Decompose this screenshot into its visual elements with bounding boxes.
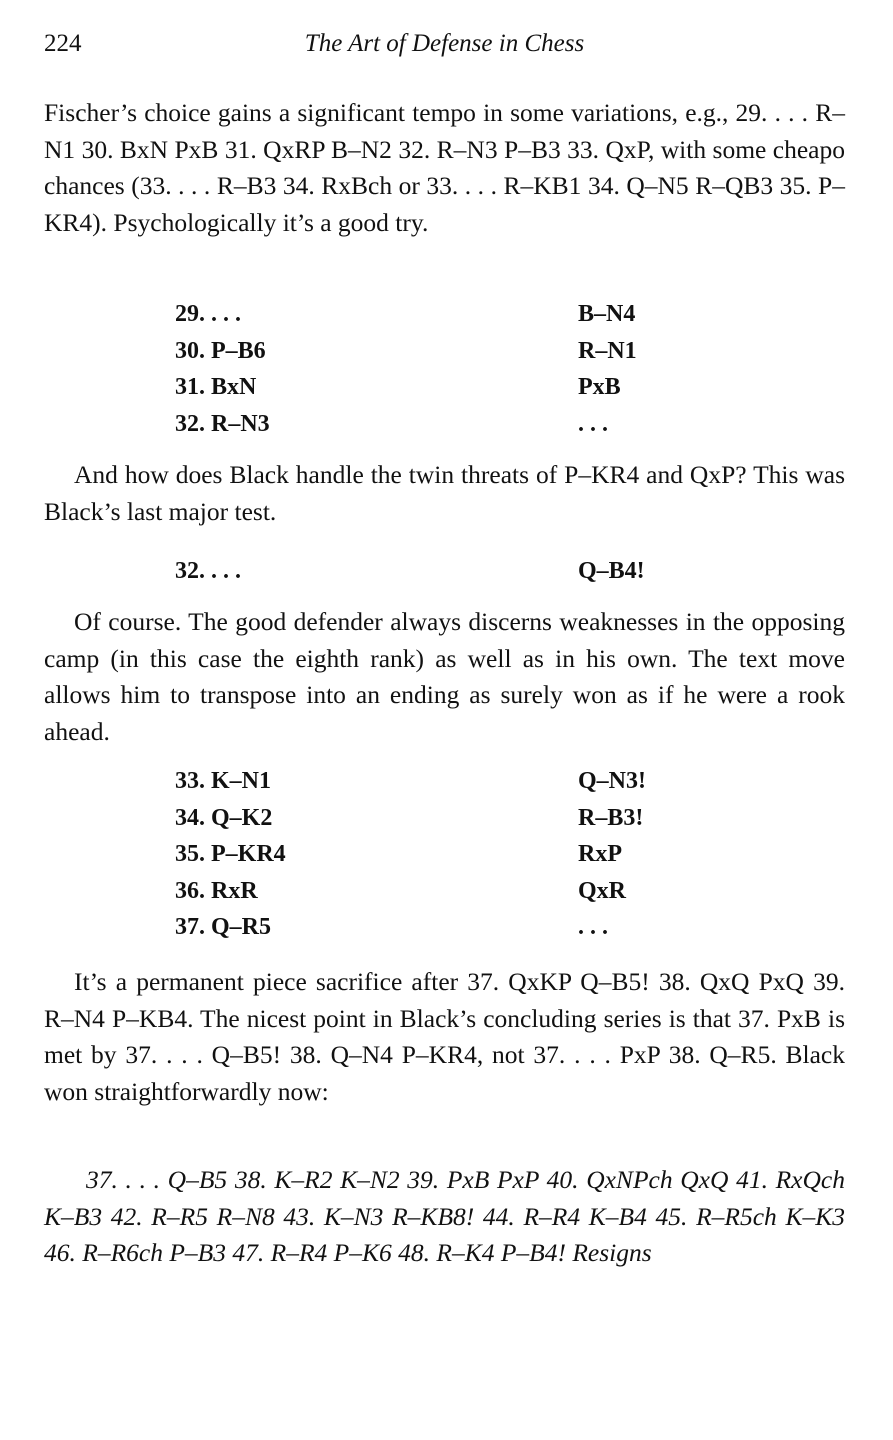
game-conclusion: 37. . . . Q–B5 38. K–R2 K–N2 39. PxB PxP 40. QxNPch QxQ 41. RxQch K–B3 42. R–R5 R–N8 43. K–N3 R–KB8! 44. R–R4 K–B4 45. R–R5ch K–K3 46. R–R6ch P–B3 47. R–R4 P–K6 48. R–K4 P–B4! Resigns bbox=[44, 1165, 845, 1267]
move-row bbox=[175, 333, 675, 370]
move-row bbox=[175, 369, 675, 406]
white-move: 31. BxN bbox=[175, 374, 257, 400]
white-move: 35. P–KR4 bbox=[175, 841, 286, 867]
white-move: 29. . . . bbox=[175, 301, 241, 327]
move-row bbox=[175, 873, 675, 910]
moves-block-2 bbox=[175, 553, 675, 590]
page-header bbox=[44, 30, 845, 66]
paragraph-1: Fischer’s choice gains a significant tempo in some variations, e.g., 29. . . . R–N1 30. BxN PxB 31. QxRP B–N2 32. R–N3 P–B3 33. QxP, with some cheapo chances (33. . . . R–B3 34. RxBch or 33. . . . R–KB1 34. Q–N5 R–QB3 35. P–KR4). Psychologically it’s a good try. bbox=[44, 98, 845, 237]
white-move: 33. K–N1 bbox=[175, 768, 271, 794]
running-title: The Art of Defense in Chess bbox=[304, 30, 585, 57]
page-number: 224 bbox=[44, 30, 82, 57]
white-move: 30. P–B6 bbox=[175, 337, 266, 364]
moves-block-3 bbox=[175, 763, 675, 946]
move-row bbox=[175, 763, 675, 800]
white-move: 32. R–N3 bbox=[175, 410, 270, 437]
black-move: QxR bbox=[578, 877, 626, 904]
black-move: RxP bbox=[578, 841, 622, 867]
white-move: 32. . . . bbox=[175, 558, 241, 584]
black-move: R–N1 bbox=[578, 337, 637, 364]
white-move: 34. Q–K2 bbox=[175, 804, 273, 831]
black-move: B–N4 bbox=[578, 301, 636, 327]
move-row bbox=[175, 296, 675, 333]
black-move: Q–B4! bbox=[578, 558, 645, 584]
black-move: . . . bbox=[578, 410, 608, 437]
moves-block-1 bbox=[175, 296, 675, 442]
black-move: . . . bbox=[578, 914, 608, 940]
black-move: Q–N3! bbox=[578, 768, 646, 794]
move-row bbox=[175, 406, 675, 443]
white-move: 36. RxR bbox=[175, 877, 258, 904]
black-move: PxB bbox=[578, 374, 621, 400]
move-row bbox=[175, 553, 675, 590]
move-row bbox=[175, 836, 675, 873]
paragraph-3: Of course. The good defender always discerns weaknesses in the opposing camp (in this case the eighth rank) as well as in his own. The text move allows him to transpose into an ending as surely won as if he were a rook ahead. bbox=[44, 607, 845, 746]
white-move: 37. Q–R5 bbox=[175, 914, 271, 940]
paragraph-2: And how does Black handle the twin threats of P–KR4 and QxP? This was Black’s last major test. bbox=[44, 460, 845, 526]
move-row bbox=[175, 800, 675, 837]
black-move: R–B3! bbox=[578, 804, 644, 831]
move-row bbox=[175, 909, 675, 946]
paragraph-4: It’s a permanent piece sacrifice after 37. QxKP Q–B5! 38. QxQ PxQ 39. R–N4 P–KB4. The nicest point in Black’s concluding series is that 37. PxB is met by 37. . . . Q–B5! 38. Q–N4 P–KR4, not 37. . . . PxP 38. Q–R5. Black won straightforwardly now: bbox=[44, 967, 845, 1106]
